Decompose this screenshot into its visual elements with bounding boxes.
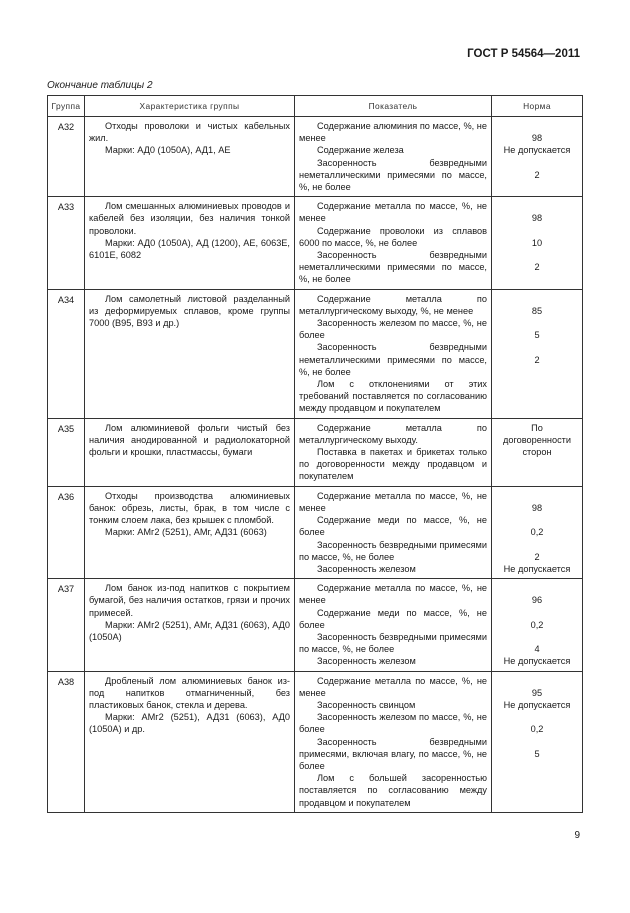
table-row	[48, 671, 583, 812]
norm-value-line	[496, 249, 578, 261]
group-characteristic-line: Марки: АД0 (1050А), АД1, АЕ	[105, 145, 231, 156]
group-characteristic-line: Марки: АМг2 (5251), АМг, АД31 (6063)	[105, 527, 267, 538]
indicator	[295, 197, 492, 289]
indicator-line: Засоренность безвредными примесями по массе, %, не более	[299, 539, 487, 562]
indicator-line: Содержание металла по массе, %, не менее	[299, 201, 487, 224]
norm-value-line: 2	[534, 262, 540, 273]
group-code: А35	[48, 418, 85, 486]
indicator-line: Засоренность свинцом	[317, 699, 416, 710]
group-characteristic	[85, 289, 295, 418]
group-code: А34	[48, 289, 85, 418]
indicator	[295, 289, 492, 418]
norm-value	[492, 117, 583, 197]
norm-value-line: Не допускается	[503, 699, 571, 710]
indicator-line: Засоренность железом	[317, 563, 416, 574]
norm-value	[492, 418, 583, 486]
norm-value-line	[496, 341, 578, 353]
indicator-line: Содержание меди по массе, %, не более	[299, 515, 487, 538]
norm-value-line: 98	[531, 502, 543, 513]
group-characteristic	[85, 418, 295, 486]
indicator-line: Содержание металла по металлургическому выходу.	[299, 422, 487, 445]
norm-value-line	[496, 490, 578, 502]
norm-value	[492, 671, 583, 812]
group-characteristic-line: Отходы проволоки и чистых кабельных жил.	[89, 121, 290, 144]
indicator-line: Засоренность железом по массе, %, не более	[299, 712, 487, 735]
norm-value-line: 98	[531, 133, 543, 144]
indicator-line: Засоренность безвредными примесями по массе, %, не более	[299, 631, 487, 655]
norm-value-line	[496, 582, 578, 594]
col-header-group: Группа	[48, 96, 85, 117]
norm-value-line	[496, 538, 578, 550]
indicator-line: Поставка в пакетах и брикетах только по договоренности между продавцом и покупателем	[299, 447, 487, 482]
norm-value-line	[496, 293, 578, 305]
table-caption: Окончание таблицы 2	[47, 80, 153, 91]
norm-value-line	[496, 317, 578, 329]
group-characteristic-line: Лом банок из-под напитков с покрытием бумагой, без наличия остатков, грязи и прочих примесей.	[89, 583, 290, 618]
indicator	[295, 486, 492, 578]
group-characteristic-line: Отходы производства алюминиевых банок: обрезь, листы, брак, в том числе с тонким слоем лака, без крышек с пломбой.	[89, 490, 290, 526]
norm-value-line: 0,2	[530, 619, 544, 630]
norm-value-line	[496, 225, 578, 237]
col-header-characteristic: Характеристика группы	[85, 96, 295, 117]
norm-value-line: По договоренности сторон	[502, 422, 572, 458]
group-characteristic	[85, 486, 295, 578]
table-row	[48, 418, 583, 486]
indicator	[295, 117, 492, 197]
table-row	[48, 197, 583, 289]
norm-value-line	[496, 157, 578, 169]
indicator-line: Засоренность железом	[317, 656, 416, 667]
group-code: А33	[48, 197, 85, 289]
group-characteristic	[85, 117, 295, 197]
norm-value-line: 5	[534, 748, 540, 759]
table-row	[48, 117, 583, 197]
indicator-line: Засоренность безвредными неметаллическими примесями по массе, %, не более	[299, 157, 487, 193]
indicator-line: Содержание железа	[317, 145, 404, 156]
indicator-line: Содержание металла по массе, %, не менее	[299, 675, 487, 698]
norm-value	[492, 197, 583, 289]
indicator-line: Содержание проволоки из сплавов 6000 по массе, %, не более	[299, 225, 487, 248]
group-characteristic-line: Дробленый лом алюминиевых банок из-под напитков отмагниченный, без пластиковых банок, стекла и дерева.	[89, 675, 290, 710]
col-header-norm: Норма	[492, 96, 583, 117]
indicator-line: Содержание металла по массе, %, не менее	[299, 490, 487, 513]
indicator	[295, 579, 492, 671]
norm-value	[492, 289, 583, 418]
indicator-line: Лом с большей засоренностью поставляется по согласованию между продавцом и покупателем	[299, 773, 487, 808]
table-row	[48, 486, 583, 578]
norm-value-line: Не допускается	[503, 563, 571, 574]
norm-value-line: 96	[531, 595, 543, 606]
indicator-line: Засоренность безвредными неметаллическими примесями по массе, %, не более	[299, 250, 487, 285]
norm-value-line	[496, 711, 578, 723]
indicator-line: Содержание металла по металлургическому выходу, %, не менее	[299, 293, 487, 316]
indicator	[295, 671, 492, 812]
page-number: 9	[574, 830, 580, 841]
indicator-line: Засоренность железом по массе, %, не более	[299, 318, 487, 341]
norm-value-line: 0,2	[530, 724, 544, 735]
indicator-line: Лом с отклонениями от этих требований поставляется по согласованию между продавцом и покупателем	[299, 379, 487, 414]
indicator-line: Засоренность безвредными примесями, включая влагу, по массе, %, не более	[299, 736, 487, 771]
indicator-line: Содержание меди по массе, %, не более	[299, 607, 487, 630]
group-characteristic-line: Марки: АМг2 (5251), АМг, АД31 (6063), АД0 (1050А)	[89, 619, 290, 642]
indicator	[295, 418, 492, 486]
indicator-line: Засоренность безвредными неметаллическими примесями по массе, %, не более	[299, 342, 487, 377]
col-header-indicator: Показатель	[295, 96, 492, 117]
norm-value-line: 98	[531, 213, 543, 224]
group-characteristic-line: Лом смешанных алюминиевых проводов и кабелей без изоляции, без наличия тонкой проволоки.	[89, 201, 290, 236]
norm-value	[492, 579, 583, 671]
norm-value-line: 95	[531, 687, 543, 698]
group-code: А37	[48, 579, 85, 671]
indicator-line: Содержание алюминия по массе, %, не менее	[299, 121, 487, 144]
table-body	[48, 117, 583, 813]
table-header-row	[48, 96, 583, 117]
group-code: А36	[48, 486, 85, 578]
norm-value-line: 2	[534, 551, 540, 562]
group-characteristic	[85, 671, 295, 812]
scrap-groups-table	[47, 95, 583, 813]
table-row	[48, 289, 583, 418]
table-row	[48, 579, 583, 671]
document-standard-header: ГОСТ Р 54564—2011	[467, 48, 580, 60]
norm-value-line: 10	[531, 237, 543, 248]
norm-value-line	[496, 736, 578, 748]
norm-value-line: 4	[534, 644, 540, 655]
norm-value-line: Не допускается	[503, 656, 571, 667]
norm-value-line	[496, 514, 578, 526]
group-characteristic	[85, 579, 295, 671]
norm-value-line	[496, 200, 578, 212]
group-code: А32	[48, 117, 85, 197]
norm-value-line: 2	[534, 354, 540, 365]
group-characteristic-line: Лом самолетный листовой разделанный из деформируемых сплавов, кроме группы 7000 (В95, В93 и др.)	[89, 293, 290, 329]
norm-value-line: 0,2	[530, 527, 544, 538]
norm-value	[492, 486, 583, 578]
group-characteristic-line: Марки: АД0 (1050А), АД (1200), АЕ, 6063Е, 6101Е, 6082	[89, 237, 290, 261]
group-code: А38	[48, 671, 85, 812]
group-characteristic	[85, 197, 295, 289]
norm-value-line: Не допускается	[503, 145, 571, 156]
norm-value-line: 2	[534, 169, 540, 180]
group-characteristic-line: Лом алюминиевой фольги чистый без наличия анодированной и радиолокаторной фольги и крошки, пластмассы, бумаги	[89, 422, 290, 458]
norm-value-line	[496, 631, 578, 643]
norm-value-line	[496, 675, 578, 687]
norm-value-line	[496, 120, 578, 132]
group-characteristic-line: Марки: АМг2 (5251), АД31 (6063), АД0 (1050А) и др.	[89, 712, 290, 735]
norm-value-line: 5	[534, 330, 540, 341]
norm-value-line	[496, 607, 578, 619]
indicator-line: Содержание металла по массе, %, не менее	[299, 583, 487, 606]
norm-value-line: 85	[531, 305, 543, 316]
